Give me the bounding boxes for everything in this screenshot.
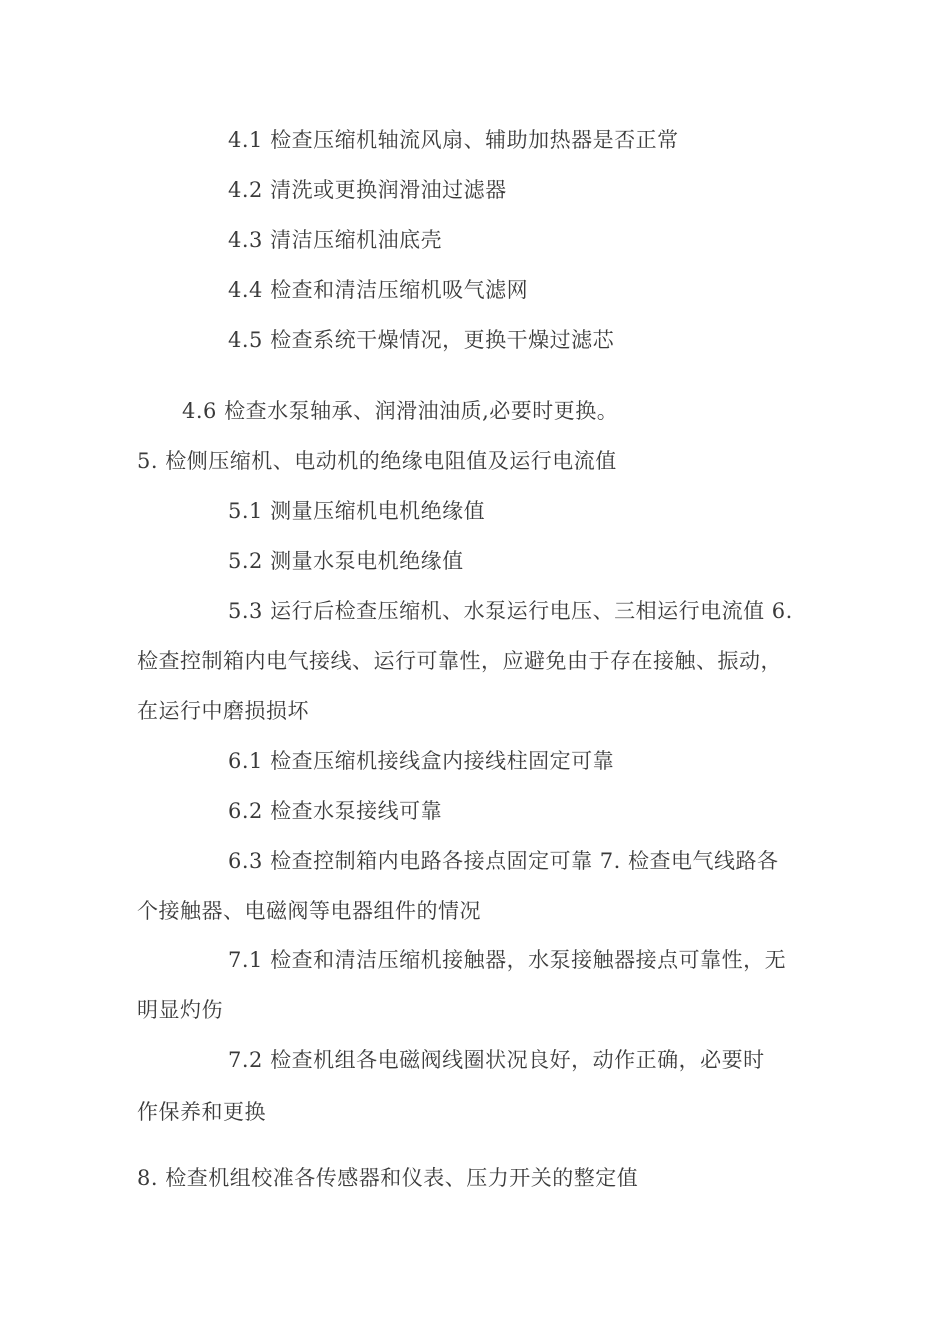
text-line-7: 个接触器、电磁阀等电器组件的情况: [137, 899, 481, 923]
text-line-4-4: 4.4 检查和清洁压缩机吸气滤网: [228, 278, 529, 302]
text-line-6-1: 6.1 检查压缩机接线盒内接线柱固定可靠: [228, 749, 615, 773]
text-line-6-cont: 在运行中磨损损坏: [137, 699, 309, 723]
text-line-7-1: 7.1 检查和清洁压缩机接触器，水泵接触器接点可靠性，无: [228, 948, 787, 972]
text-line-4-5: 4.5 检查系统干燥情况，更换干燥过滤芯: [228, 328, 615, 352]
text-line-5-1: 5.1 测量压缩机电机绝缘值: [228, 499, 486, 523]
text-line-7-2: 7.2 检查机组各电磁阀线圈状况良好，动作正确，必要时: [228, 1048, 765, 1072]
text-line-4-6: 4.6 检查水泵轴承、润滑油油质,必要时更换。: [182, 399, 619, 423]
text-line-7-1-cont: 明显灼伤: [137, 998, 223, 1022]
text-line-6: 检查控制箱内电气接线、运行可靠性，应避免由于存在接触、振动，: [137, 649, 782, 673]
text-line-5-2: 5.2 测量水泵电机绝缘值: [228, 549, 464, 573]
text-line-8: 8. 检查机组校准各传感器和仪表、压力开关的整定值: [137, 1166, 639, 1190]
text-line-6-2: 6.2 检查水泵接线可靠: [228, 799, 443, 823]
text-line-6-3: 6.3 检查控制箱内电路各接点固定可靠 7. 检查电气线路各: [228, 849, 779, 873]
text-line-7-2-cont: 作保养和更换: [137, 1100, 266, 1124]
text-line-4-1: 4.1 检查压缩机轴流风扇、辅助加热器是否正常: [228, 128, 679, 152]
text-line-4-3: 4.3 清洁压缩机油底壳: [228, 228, 443, 252]
text-line-5-3: 5.3 运行后检查压缩机、水泵运行电压、三相运行电流值 6.: [228, 599, 793, 623]
text-line-4-2: 4.2 清洗或更换润滑油过滤器: [228, 178, 507, 202]
text-line-5: 5. 检侧压缩机、电动机的绝缘电阻值及运行电流值: [137, 449, 617, 473]
